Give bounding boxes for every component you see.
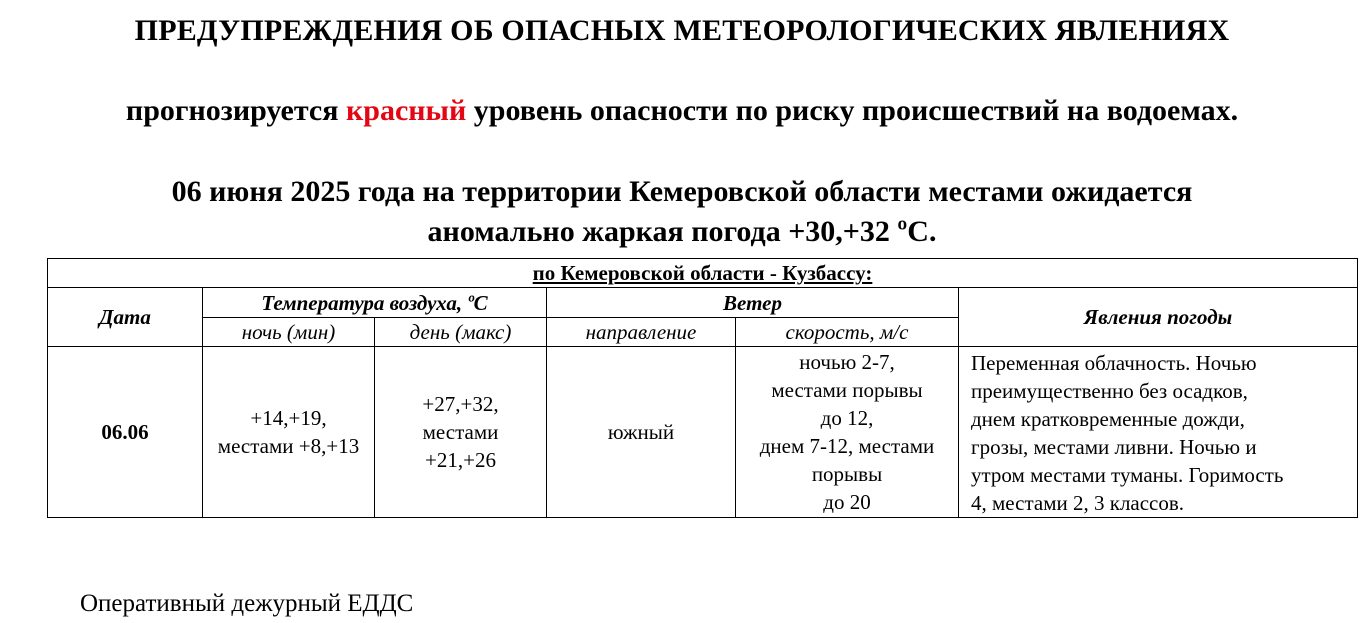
wind-speed-line: до 20 xyxy=(823,490,871,514)
forecast-line-2: аномально жаркая погода +30,+32 ºС. xyxy=(427,215,937,248)
wind-header: Ветер xyxy=(547,288,959,318)
phenomena-line: днем кратковременные дожди, xyxy=(971,407,1245,431)
temp-night-line: +14,+19, xyxy=(250,406,327,430)
phenomena-line: утром местами туманы. Горимость xyxy=(971,463,1284,487)
temp-night-header: ночь (мин) xyxy=(203,318,375,347)
wind-speed-line: до 12, xyxy=(820,406,874,430)
table-row xyxy=(48,347,1358,518)
weather-table xyxy=(47,258,1358,518)
forecast-line-1: 06 июня 2025 года на территории Кемеровской области местами ожидается xyxy=(171,175,1193,208)
risk-prefix: прогнозируется xyxy=(125,94,346,127)
phenomena-line: грозы, местами ливни. Ночью и xyxy=(971,435,1257,459)
wind-speed-line: порывы xyxy=(811,462,883,486)
row-temp-day xyxy=(375,347,547,518)
temp-day-line: местами xyxy=(422,420,499,444)
phenomena-line: 4, местами 2, 3 классов. xyxy=(971,491,1185,515)
date-header: Дата xyxy=(48,288,203,347)
region-row xyxy=(48,259,1358,288)
temp-day-line: +27,+32, xyxy=(422,392,499,416)
risk-level-line xyxy=(0,94,1364,128)
risk-suffix: уровень опасности по риску происшествий на водоемах. xyxy=(466,94,1239,127)
phenomena-line: преимущественно без осадков, xyxy=(971,379,1248,403)
wind-direction-header: направление xyxy=(547,318,736,347)
wind-speed-line: местами порывы xyxy=(771,378,923,402)
signature-line: Оперативный дежурный ЕДДС xyxy=(80,590,414,617)
risk-level-word: красный xyxy=(345,94,467,127)
temp-day-line: +21,+26 xyxy=(425,448,496,472)
row-phenomena xyxy=(959,347,1358,518)
wind-speed-line: ночью 2-7, xyxy=(799,350,895,374)
temp-day-header: день (макс) xyxy=(375,318,547,347)
row-wind-speed xyxy=(736,347,959,518)
region-header: по Кемеровской области - Кузбассу: xyxy=(48,259,1358,288)
temp-night-line: местами +8,+13 xyxy=(217,434,360,458)
row-date: 06.06 xyxy=(48,347,203,518)
forecast-statement xyxy=(0,172,1364,252)
wind-speed-header: скорость, м/с xyxy=(736,318,959,347)
row-wind-direction: южный xyxy=(547,347,736,518)
document-title: ПРЕДУПРЕЖДЕНИЯ ОБ ОПАСНЫХ МЕТЕОРОЛОГИЧЕСКИХ ЯВЛЕНИЯХ xyxy=(134,14,1230,47)
phenomena-line: Переменная облачность. Ночью xyxy=(971,351,1257,375)
row-temp-night xyxy=(203,347,375,518)
header-row xyxy=(48,288,1358,318)
wind-speed-line: днем 7-12, местами xyxy=(759,434,935,458)
phenomena-header: Явления погоды xyxy=(959,288,1358,347)
temperature-header: Температура воздуха, ºС xyxy=(203,288,547,318)
